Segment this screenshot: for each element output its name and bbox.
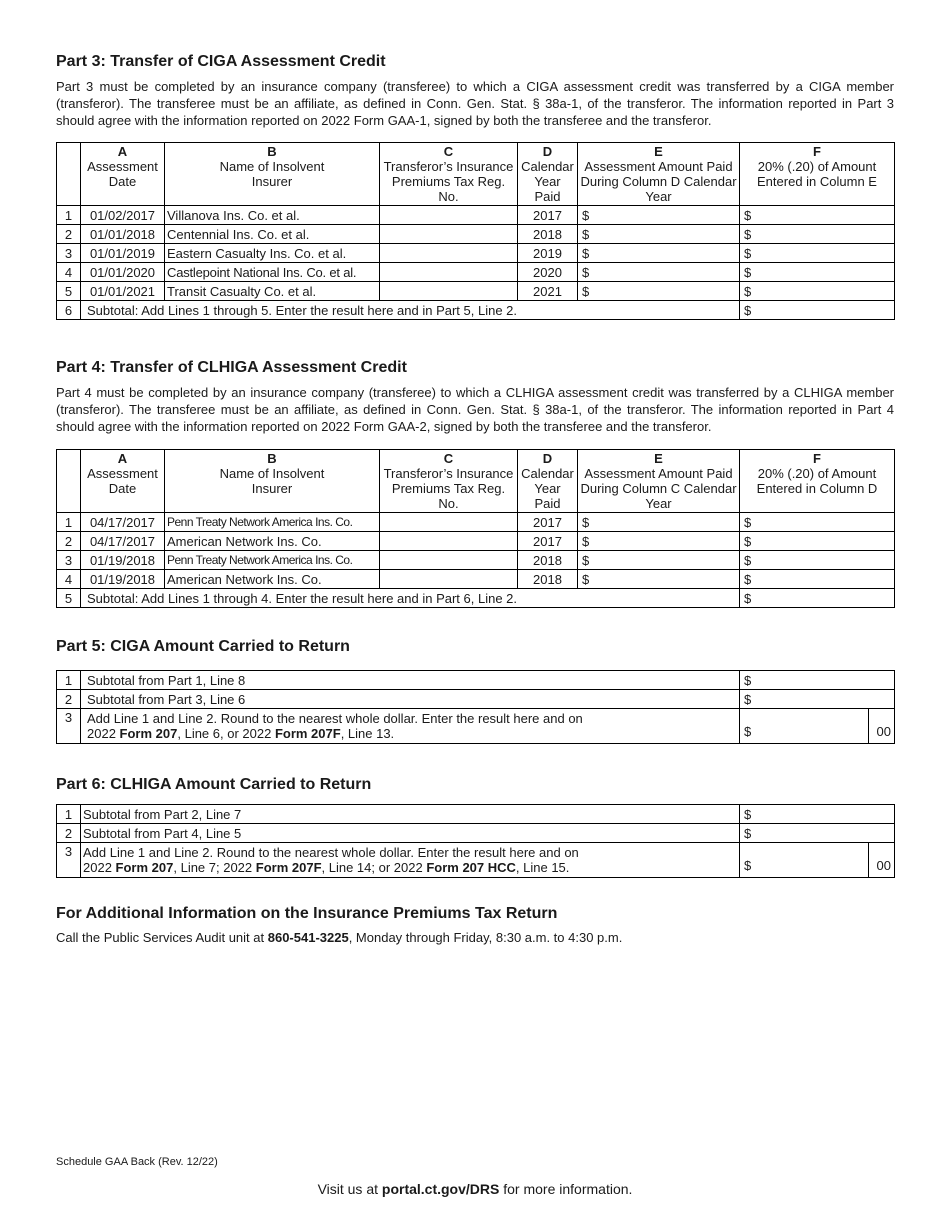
subtotal-row <box>57 301 895 320</box>
table-row <box>57 671 895 690</box>
table-row <box>57 244 895 263</box>
calendar-year: 2017 <box>518 513 578 532</box>
calendar-year: 2017 <box>518 532 578 551</box>
assessment-amount-field[interactable]: $ <box>578 532 740 551</box>
assessment-date: 01/01/2020 <box>81 263 165 282</box>
cents-field: 00 <box>869 843 895 878</box>
line-number: 4 <box>57 570 81 589</box>
insurer-name: Penn Treaty Network America Ins. Co. <box>165 513 380 532</box>
calendar-year: 2018 <box>518 570 578 589</box>
table-row <box>57 225 895 244</box>
cents-field: 00 <box>869 709 895 744</box>
credit-amount-field[interactable]: $ <box>740 532 895 551</box>
line-description: Subtotal from Part 4, Line 5 <box>81 824 740 843</box>
line-number: 1 <box>57 671 81 690</box>
info-text: Call the Public Services Audit unit at 860-541-3225, Monday through Friday, 8:30 a.m. to 4:30 p.m. <box>56 930 623 945</box>
column-d-header: D Calendar Year Paid <box>518 450 578 513</box>
line-number: 5 <box>57 282 81 301</box>
credit-amount-field[interactable]: $ <box>740 513 895 532</box>
part6-table <box>56 804 895 878</box>
tax-reg-field[interactable] <box>380 570 518 589</box>
line-number: 2 <box>57 532 81 551</box>
line-description: Subtotal from Part 1, Line 8 <box>81 671 740 690</box>
assessment-amount-field[interactable]: $ <box>578 570 740 589</box>
insurer-name: Transit Casualty Co. et al. <box>165 282 380 301</box>
dollar-amount-field[interactable]: $ <box>740 843 869 878</box>
assessment-date: 04/17/2017 <box>81 513 165 532</box>
tax-reg-field[interactable] <box>380 206 518 225</box>
column-e-header: E Assessment Amount Paid During Column D Calendar Year <box>578 143 740 206</box>
tax-reg-field[interactable] <box>380 551 518 570</box>
line-number: 1 <box>57 805 81 824</box>
calendar-year: 2019 <box>518 244 578 263</box>
tax-reg-field[interactable] <box>380 244 518 263</box>
part4-intro: Part 4 must be completed by an insurance company (transferee) to which a CLHIGA assessment credit was transferred by a CLHIGA member (transferor). The transferee must be an affiliate, as defined in Conn. Gen. Stat. § 38a-1, of the transferor. The information reported in Part 4 should agree with the information reported on 2022 Form GAA-2, signed by both the transferee and the transferor. <box>56 385 894 434</box>
tax-reg-field[interactable] <box>380 282 518 301</box>
line-number: 3 <box>57 843 81 878</box>
insurer-name: Eastern Casualty Ins. Co. et al. <box>165 244 380 263</box>
line-number: 3 <box>57 709 81 744</box>
part3-table <box>56 142 895 320</box>
table-row <box>57 843 895 878</box>
insurer-name: American Network Ins. Co. <box>165 532 380 551</box>
assessment-amount-field[interactable]: $ <box>578 513 740 532</box>
table-row <box>57 513 895 532</box>
table-row <box>57 263 895 282</box>
assessment-amount-field[interactable]: $ <box>578 282 740 301</box>
assessment-date: 01/01/2019 <box>81 244 165 263</box>
line-number: 1 <box>57 513 81 532</box>
credit-amount-field[interactable]: $ <box>740 282 895 301</box>
line-number: 5 <box>57 589 81 608</box>
credit-amount-field[interactable]: $ <box>740 551 895 570</box>
line-description: Add Line 1 and Line 2. Round to the nearest whole dollar. Enter the result here and on 2022 Form 207, Line 6, or 2022 Form 207F, Line 13. <box>81 709 740 744</box>
credit-amount-field[interactable]: $ <box>740 570 895 589</box>
insurer-name: Castlepoint National Ins. Co. et al. <box>165 263 380 282</box>
assessment-amount-field[interactable]: $ <box>578 225 740 244</box>
column-f-header: F 20% (.20) of Amount Entered in Column E <box>740 143 895 206</box>
line-description: Subtotal from Part 2, Line 7 <box>81 805 740 824</box>
table-row <box>57 805 895 824</box>
column-c-header: C Transferor’s Insurance Premiums Tax Reg. No. <box>380 143 518 206</box>
part4-heading: Part 4: Transfer of CLHIGA Assessment Credit <box>56 359 407 376</box>
line-number: 1 <box>57 206 81 225</box>
calendar-year: 2018 <box>518 551 578 570</box>
assessment-amount-field[interactable]: $ <box>578 263 740 282</box>
insurer-name: Penn Treaty Network America Ins. Co. <box>165 551 380 570</box>
line-number: 2 <box>57 225 81 244</box>
line-number: 3 <box>57 244 81 263</box>
amount-field[interactable]: $ <box>740 671 895 690</box>
phone-number: 860-541-3225 <box>267 930 349 945</box>
amount-field[interactable]: $ <box>740 824 895 843</box>
subtotal-label: Subtotal: Add Lines 1 through 4. Enter the result here and in Part 6, Line 2. <box>81 589 740 608</box>
form-revision: Schedule GAA Back (Rev. 12/22) <box>56 1156 218 1168</box>
credit-amount-field[interactable]: $ <box>740 225 895 244</box>
info-heading: For Additional Information on the Insurance Premiums Tax Return <box>56 905 558 922</box>
assessment-date: 04/17/2017 <box>81 532 165 551</box>
insurer-name: American Network Ins. Co. <box>165 570 380 589</box>
website-link[interactable]: portal.ct.gov/DRS <box>381 1181 500 1197</box>
assessment-date: 01/02/2017 <box>81 206 165 225</box>
footer-visit: Visit us at portal.ct.gov/DRS for more information. <box>317 1181 633 1197</box>
line-number: 2 <box>57 824 81 843</box>
calendar-year: 2017 <box>518 206 578 225</box>
dollar-amount-field[interactable]: $ <box>740 709 869 744</box>
tax-reg-field[interactable] <box>380 513 518 532</box>
part3-intro: Part 3 must be completed by an insurance company (transferee) to which a CIGA assessment credit was transferred by a CIGA member (transferor). The transferee must be an affiliate, as defined in Conn. Gen. Stat. § 38a-1, of the transferor. The information reported in Part 3 should agree with the information reported on 2022 Form GAA-1, signed by both the transferee and the transferor. <box>56 79 894 128</box>
form-reference: Form 207F <box>274 726 341 741</box>
credit-amount-field[interactable]: $ <box>740 263 895 282</box>
column-f-header: F 20% (.20) of Amount Entered in Column D <box>740 450 895 513</box>
line-number: 2 <box>57 690 81 709</box>
table-row <box>57 709 895 744</box>
part6-heading: Part 6: CLHIGA Amount Carried to Return <box>56 776 372 793</box>
column-a-header: A Assessment Date <box>81 143 165 206</box>
column-a-header: A Assessment Date <box>81 450 165 513</box>
table-row <box>57 551 895 570</box>
credit-amount-field[interactable]: $ <box>740 244 895 263</box>
line-number: 3 <box>57 551 81 570</box>
table-row <box>57 206 895 225</box>
column-c-header: C Transferor’s Insurance Premiums Tax Reg. No. <box>380 450 518 513</box>
line-description: Add Line 1 and Line 2. Round to the nearest whole dollar. Enter the result here and on 2022 Form 207, Line 7; 2022 Form 207F, Line 14; or 2022 Form 207 HCC, Line 15. <box>81 843 740 878</box>
form-reference: Form 207F <box>255 860 322 875</box>
column-e-header: E Assessment Amount Paid During Column C Calendar Year <box>578 450 740 513</box>
column-b-header: B Name of Insolvent Insurer <box>165 143 380 206</box>
assessment-date: 01/01/2018 <box>81 225 165 244</box>
tax-reg-field[interactable] <box>380 225 518 244</box>
table-row <box>57 690 895 709</box>
part5-table <box>56 670 895 744</box>
insurer-name: Centennial Ins. Co. et al. <box>165 225 380 244</box>
part5-heading: Part 5: CIGA Amount Carried to Return <box>56 638 350 655</box>
table-header-row <box>57 450 895 513</box>
amount-field[interactable]: $ <box>740 805 895 824</box>
subtotal-amount-field[interactable]: $ <box>740 589 895 608</box>
table-row <box>57 282 895 301</box>
assessment-amount-field[interactable]: $ <box>578 206 740 225</box>
form-reference: Form 207 HCC <box>426 860 516 875</box>
line-number-header <box>57 450 81 513</box>
column-d-header: D Calendar Year Paid <box>518 143 578 206</box>
table-row <box>57 824 895 843</box>
credit-amount-field[interactable]: $ <box>740 206 895 225</box>
part4-table <box>56 449 895 608</box>
assessment-date: 01/19/2018 <box>81 551 165 570</box>
tax-reg-field[interactable] <box>380 263 518 282</box>
assessment-amount-field[interactable]: $ <box>578 551 740 570</box>
calendar-year: 2021 <box>518 282 578 301</box>
assessment-date: 01/19/2018 <box>81 570 165 589</box>
line-number: 6 <box>57 301 81 320</box>
part3-heading: Part 3: Transfer of CIGA Assessment Credit <box>56 53 386 70</box>
calendar-year: 2020 <box>518 263 578 282</box>
tax-reg-field[interactable] <box>380 532 518 551</box>
amount-field[interactable]: $ <box>740 690 895 709</box>
form-reference: Form 207 <box>119 726 178 741</box>
table-row <box>57 532 895 551</box>
line-description: Subtotal from Part 3, Line 6 <box>81 690 740 709</box>
column-b-header: B Name of Insolvent Insurer <box>165 450 380 513</box>
table-row <box>57 570 895 589</box>
line-number-header <box>57 143 81 206</box>
assessment-date: 01/01/2021 <box>81 282 165 301</box>
calendar-year: 2018 <box>518 225 578 244</box>
insurer-name: Villanova Ins. Co. et al. <box>165 206 380 225</box>
subtotal-label: Subtotal: Add Lines 1 through 5. Enter the result here and in Part 5, Line 2. <box>81 301 740 320</box>
assessment-amount-field[interactable]: $ <box>578 244 740 263</box>
line-number: 4 <box>57 263 81 282</box>
subtotal-row <box>57 589 895 608</box>
form-reference: Form 207 <box>115 860 174 875</box>
table-header-row <box>57 143 895 206</box>
subtotal-amount-field[interactable]: $ <box>740 301 895 320</box>
